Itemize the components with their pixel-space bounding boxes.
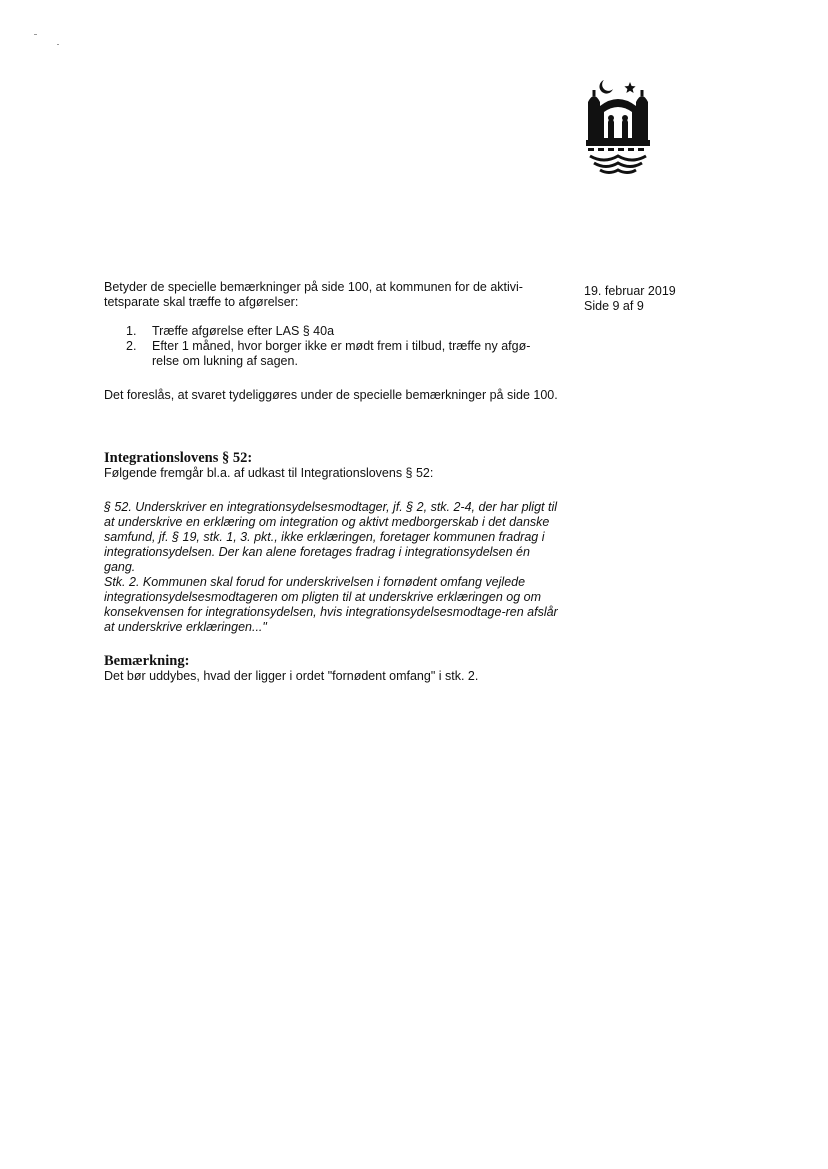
remark-text: Det bør uddybes, hvad der ligger i ordet "fornødent omfang" i stk. 2. (104, 669, 479, 683)
list-item-number: 1. (126, 324, 137, 338)
list-item-number: 2. (126, 339, 137, 353)
remark-heading: Bemærkning: (104, 653, 190, 669)
remark-section (104, 653, 564, 684)
list-item (104, 324, 564, 339)
list-item (104, 339, 564, 369)
section-heading: Integrationslovens § 52: (104, 450, 253, 466)
list-item-text: Efter 1 måned, hvor borger ikke er mødt frem i tilbud, træffe ny afgø-relse om lukning af sagen. (152, 339, 531, 368)
list-item-text: Træffe afgørelse efter LAS § 40a (152, 324, 335, 338)
document-meta (584, 284, 676, 314)
proposal-paragraph: Det foreslås, at svaret tydeliggøres under de specielle bemærkninger på side 100. (104, 388, 558, 402)
scan-speck (34, 34, 37, 35)
quote-paragraph: § 52. Underskriver en integrationsydelsesmodtager, jf. § 2, stk. 2-4, der har pligt til at underskrive en erklæring om integration og aktivt medborgerskab i det danske samfund, jf. § 19, stk. 1, 3. pkt., ikke erklæringen, foretager kommunen fradrag i integrationsydelsen. Der kan alene foretages fradrag i integrationsydelsen én gang. (104, 500, 558, 574)
intro-paragraph: Betyder de specielle bemærkninger på side 100, at kommunen for de aktivi-tetsparate skal træffe to afgørelser: (104, 280, 523, 309)
section-lead: Følgende fremgår bl.a. af udkast til Integrationslovens § 52: (104, 466, 434, 480)
document-date: 19. februar 2019 (584, 284, 676, 298)
page-indicator: Side 9 af 9 (584, 299, 644, 313)
quote-paragraph: Stk. 2. Kommunen skal forud for underskrivelsen i fornødent omfang vejlede integrationsydelsesmodtageren om pligten til at underskrive erklæringen og om konsekvensen for integrationsydelsen, hvis integrationsydelsesmodtage-ren afslår at underskrive erklæringen..." (104, 575, 558, 634)
scan-speck (57, 44, 59, 45)
coat-of-arms-icon (580, 76, 656, 176)
numbered-list (104, 324, 564, 369)
section-52 (104, 450, 564, 481)
law-quote (104, 500, 559, 635)
